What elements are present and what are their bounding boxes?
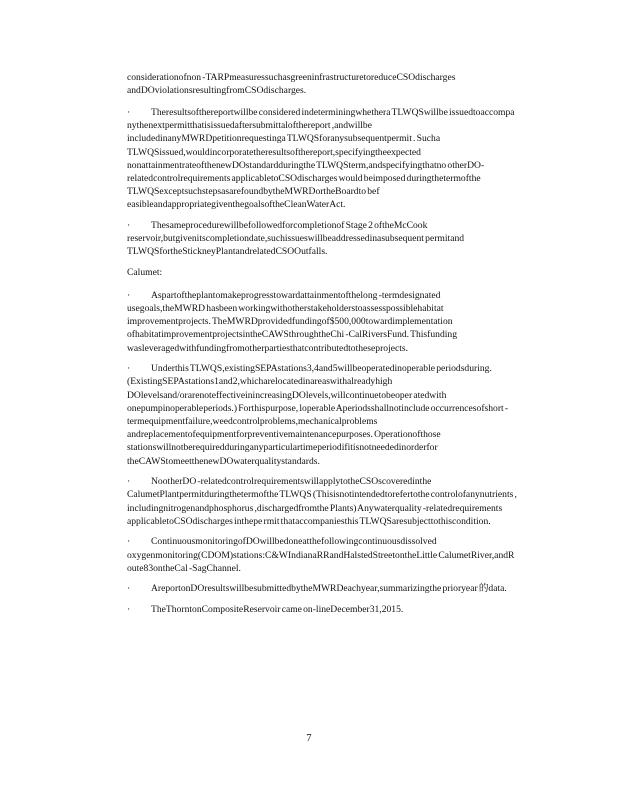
list-item-text: TheThorntonCompositeReservoir came on-lineDecember31,2015. [151, 604, 404, 616]
list-item-text: Theresultsofthereportwillbe considered indeterminingwhethera TLWQSwillbe issuedtoaccompa nythenextpermitthatisissuedaftersubmittalofthereport ,andwillbe includedinanyMWRDpetitionrequestinga TLWQSforanysubsequentpermit . Sucha TLWQSissued,wouldincorporatetheresultsofthereport,specifyingtheexpected nonattainmentrateofthenewDOstandardduringthe TLWQSterm,andspecifyingthatno otherDO-relatedcontrolrequirements applicabletoCSOdischarges would beimposed duringthetermofthe TLWQSexceptsuchstepsasarefoundbytheMWRDortheBoardto bef easibleandappropriategiventhegoalsoftheCleanWaterAct. [127, 107, 515, 211]
list-item [127, 289, 517, 355]
bullet-marker: · [127, 363, 131, 375]
bullet-marker: · [127, 107, 131, 118]
list-item-text: Aspartoftheplantomakeprogresstowardattainmentofthelong -termdesignated usegoals,theMWRD hasbeen workingwithotherstakeholderstoassesspossiblehabitat improvementprojects. TheMWRDprovidedfundingof$500,000towardimplementation ofhabitatimprovementprojectsintheCAWSthroughtheChi -CalRiversFund. Thisfunding wasleveragedwithfundingfromotherpartiesthatcontributedtotheseprojects. [127, 289, 457, 354]
bullet-marker: · [127, 476, 131, 488]
list-item [127, 362, 517, 468]
list-item-text: Underthis TLWQS,existingSEPAstations3,4and5willbeoperatedinoperable periodsduring. (ExistingSEPAstations1and2,whicharelocatedinareaswithalreadyhigh DOlevelsand/orarenoteffectiveinincreasingDOlevels,willcontinuetobeoper atedwith onepumpinoperableperiods.) Forthispurpose, loperable Aperiodsshallnotinclude occurrencesofshort -termequipmentfailure,weedcontrolproblems,mechanicalproblems andreplacementofequipmentforpreventivemaintenancepurposes. Operationofthose stationswillnotberequiredduringanyparticulartimeperiodifitisnotneededinorderfor theCAWStomeetthenewDOwaterqualitystandards. [127, 363, 509, 467]
intro-paragraph: considerationofnon -TARPmeasuressuchasgreeninfrastructuretoreduceCSOdischarges andDOviolationsresultingfromCSOdischarges. [127, 72, 456, 97]
list-item-text: Thesameprocedurewillbefollowedforcompletionof Stage 2 oftheMcCook reservoir,butgivenitscompletiondate,suchissueswillbeaddressedinasubsequent permitand TLWQSfortheStickneyPlantandrelatedCSOOutfalls. [127, 220, 465, 258]
bullet-marker: · [127, 583, 131, 595]
bullet-marker: · [127, 536, 131, 548]
bullet-marker: · [127, 604, 131, 616]
list-item [127, 219, 517, 259]
list-item-text: NootherDO -relatedcontrolrequirementswillapplytotheCSOscoveredinthe CalumetPlantpermitduringthetermofthe TLWQS (Thisisnotintendedtorefertothe controlofanynutrients , includingnitrogenandphosphorus ,dischargedfromthe Plants) Anywaterquality -relatedrequirements applicabletoCSOdischarges inthepe rmit thataccompaniesthis TLWQSaresubjecttothiscondition. [127, 476, 517, 527]
list-item [127, 535, 517, 575]
list-item [127, 475, 517, 528]
list-item [127, 106, 517, 212]
list-item-text: AreportonDOresultswillbesubmittedbytheMWRDeachyear,summarizingthe prioryear 的data. [151, 583, 507, 595]
bullet-marker: · [127, 289, 131, 301]
page-number: 7 [306, 733, 312, 744]
list-item [127, 582, 517, 595]
list-item [127, 603, 517, 616]
list-item-text: ContinuousmonitoringofDOwillbedoneatthefollowingcontinuousdissolved oxygenmonitoring(CDOM)stations:C&WIndianaRRandHalstedStreetontheLittle CalumetRiver,andR oute83ontheCal -SagChannel. [127, 536, 515, 574]
page-body [127, 71, 517, 625]
bullet-marker: · [127, 220, 131, 232]
section-heading: Calumet: [127, 267, 163, 279]
